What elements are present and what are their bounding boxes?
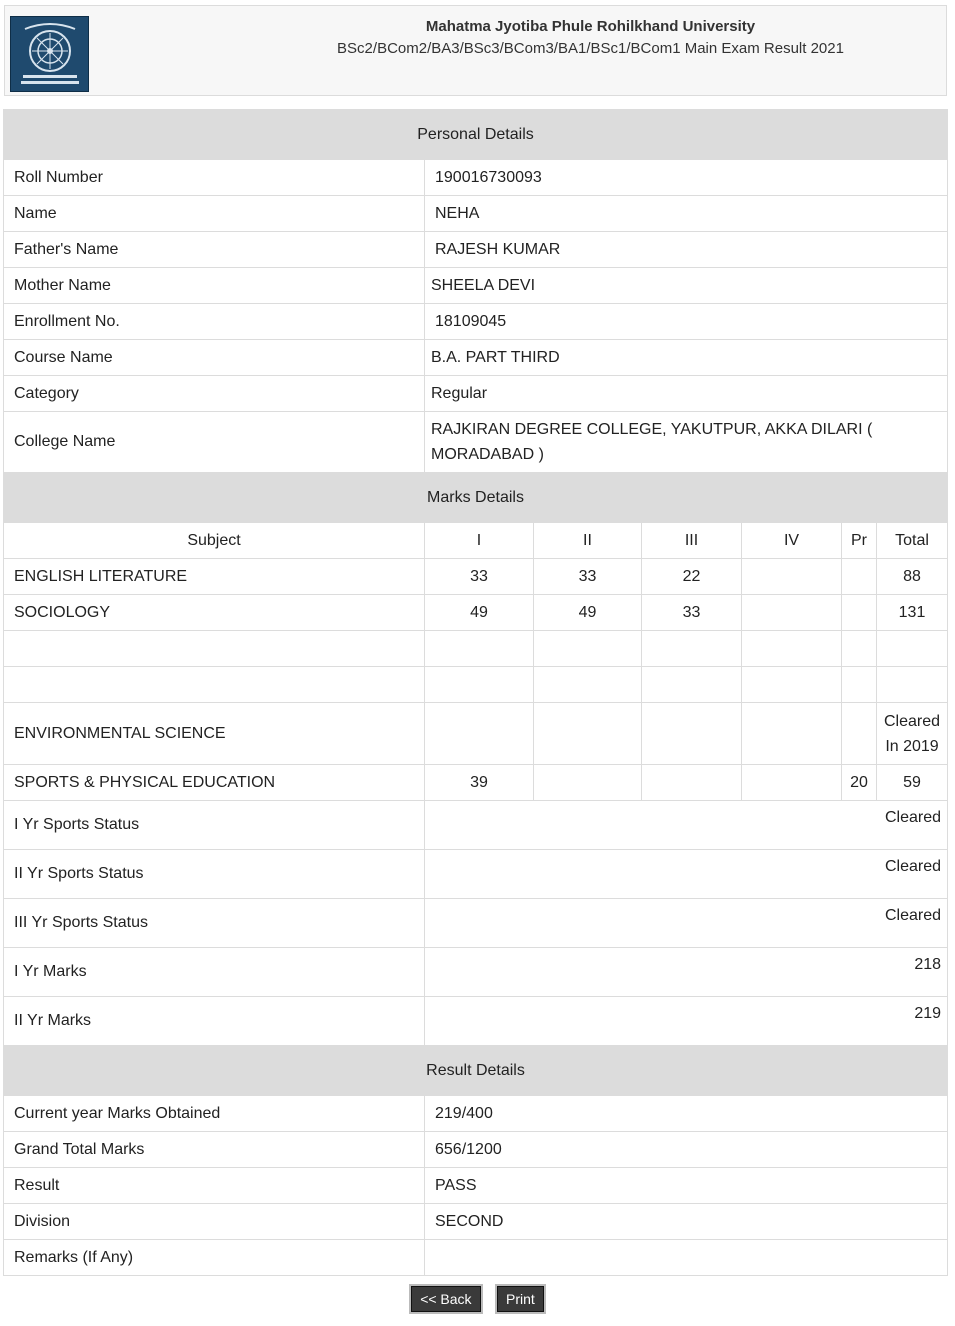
subject-name xyxy=(4,631,425,667)
subject-name xyxy=(4,667,425,703)
remarks-label: Remarks (If Any) xyxy=(4,1240,425,1276)
mark-pr xyxy=(842,631,877,667)
table-row xyxy=(4,948,948,997)
name-value: NEHA xyxy=(425,196,948,232)
mark-i xyxy=(425,631,534,667)
marks-header-row xyxy=(4,523,948,559)
university-name: Mahatma Jyotiba Phule Rohilkhand University xyxy=(425,18,756,35)
result-details-heading: Result Details xyxy=(4,1046,948,1096)
mark-ii: 49 xyxy=(534,595,642,631)
enrollment-value: 18109045 xyxy=(425,304,948,340)
mark-total: 88 xyxy=(877,559,948,595)
table-row xyxy=(4,304,948,340)
mark-i: 39 xyxy=(425,765,534,801)
enrollment-label: Enrollment No. xyxy=(4,304,425,340)
table-row xyxy=(4,160,948,196)
mark-total xyxy=(877,631,948,667)
table-row xyxy=(4,667,948,703)
college-name-label: College Name xyxy=(4,412,425,473)
status-label: III Yr Sports Status xyxy=(4,899,425,948)
mark-iv xyxy=(742,667,842,703)
grand-total-value: 656/1200 xyxy=(425,1132,948,1168)
mark-iii xyxy=(642,765,742,801)
status-label: II Yr Marks xyxy=(4,997,425,1046)
col-subject: Subject xyxy=(4,523,425,559)
mark-iii xyxy=(642,703,742,765)
mark-iv xyxy=(742,559,842,595)
table-row xyxy=(4,997,948,1046)
category-value: Regular xyxy=(425,376,948,412)
table-row xyxy=(4,1096,948,1132)
status-label: II Yr Sports Status xyxy=(4,850,425,899)
division-label: Division xyxy=(4,1204,425,1240)
current-marks-label: Current year Marks Obtained xyxy=(4,1096,425,1132)
table-row xyxy=(4,899,948,948)
mark-i xyxy=(425,703,534,765)
mark-ii: 33 xyxy=(534,559,642,595)
table-row xyxy=(4,376,948,412)
mark-ii xyxy=(534,631,642,667)
remarks-value xyxy=(425,1240,948,1276)
table-row xyxy=(4,631,948,667)
col-paper-4: IV xyxy=(742,523,842,559)
status-label: I Yr Marks xyxy=(4,948,425,997)
current-marks-value: 219/400 xyxy=(425,1096,948,1132)
table-row xyxy=(4,412,948,473)
mark-iii xyxy=(642,631,742,667)
status-value: Cleared xyxy=(425,801,948,850)
page-header xyxy=(4,5,947,96)
mark-i xyxy=(425,667,534,703)
table-row xyxy=(4,340,948,376)
table-row xyxy=(4,703,948,765)
grand-total-label: Grand Total Marks xyxy=(4,1132,425,1168)
division-value: SECOND xyxy=(425,1204,948,1240)
status-value: Cleared xyxy=(425,899,948,948)
personal-details-heading: Personal Details xyxy=(4,110,948,160)
table-row xyxy=(4,1168,948,1204)
mark-total: 59 xyxy=(877,765,948,801)
marks-details-heading: Marks Details xyxy=(4,473,948,523)
mark-ii xyxy=(534,667,642,703)
action-buttons xyxy=(0,1286,955,1312)
col-paper-3: III xyxy=(642,523,742,559)
back-button[interactable]: << Back xyxy=(411,1286,480,1312)
table-row xyxy=(4,232,948,268)
mark-pr xyxy=(842,703,877,765)
table-row xyxy=(4,765,948,801)
mother-name-value: SHEELA DEVI xyxy=(425,268,948,304)
mark-ii xyxy=(534,703,642,765)
mark-iv xyxy=(742,703,842,765)
subject-name: ENVIRONMENTAL SCIENCE xyxy=(4,703,425,765)
mother-name-label: Mother Name xyxy=(4,268,425,304)
col-practical: Pr xyxy=(842,523,877,559)
mark-iv xyxy=(742,595,842,631)
result-table xyxy=(3,109,948,1276)
mark-i: 49 xyxy=(425,595,534,631)
mark-iii: 22 xyxy=(642,559,742,595)
roll-number-label: Roll Number xyxy=(4,160,425,196)
mark-total: 131 xyxy=(877,595,948,631)
subject-name: SPORTS & PHYSICAL EDUCATION xyxy=(4,765,425,801)
col-total: Total xyxy=(877,523,948,559)
table-row xyxy=(4,1204,948,1240)
mark-total: Cleared In 2019 xyxy=(877,703,948,765)
mark-total xyxy=(877,667,948,703)
result-value: PASS xyxy=(425,1168,948,1204)
table-row xyxy=(4,559,948,595)
mark-i: 33 xyxy=(425,559,534,595)
col-paper-2: II xyxy=(534,523,642,559)
table-row xyxy=(4,801,948,850)
table-row xyxy=(4,1240,948,1276)
table-row xyxy=(4,268,948,304)
table-row xyxy=(4,196,948,232)
print-button[interactable]: Print xyxy=(497,1286,544,1312)
table-row xyxy=(4,595,948,631)
subject-name: ENGLISH LITERATURE xyxy=(4,559,425,595)
mark-pr xyxy=(842,667,877,703)
category-label: Category xyxy=(4,376,425,412)
table-row xyxy=(4,850,948,899)
exam-title: BSc2/BCom2/BA3/BSc3/BCom3/BA1/BSc1/BCom1 Main Exam Result 2021 xyxy=(337,40,844,57)
status-label: I Yr Sports Status xyxy=(4,801,425,850)
subject-name: SOCIOLOGY xyxy=(4,595,425,631)
fathers-name-value: RAJESH KUMAR xyxy=(425,232,948,268)
mark-pr: 20 xyxy=(842,765,877,801)
result-label: Result xyxy=(4,1168,425,1204)
college-name-value: RAJKIRAN DEGREE COLLEGE, YAKUTPUR, AKKA DILARI ( MORADABAD ) xyxy=(425,412,948,473)
mark-ii xyxy=(534,765,642,801)
course-name-label: Course Name xyxy=(4,340,425,376)
status-value: 219 xyxy=(425,997,948,1046)
mark-iii: 33 xyxy=(642,595,742,631)
course-name-value: B.A. PART THIRD xyxy=(425,340,948,376)
name-label: Name xyxy=(4,196,425,232)
mark-pr xyxy=(842,595,877,631)
mark-iii xyxy=(642,667,742,703)
status-value: Cleared xyxy=(425,850,948,899)
table-row xyxy=(4,1132,948,1168)
status-value: 218 xyxy=(425,948,948,997)
roll-number-value: 190016730093 xyxy=(425,160,948,196)
mark-iv xyxy=(742,631,842,667)
fathers-name-label: Father's Name xyxy=(4,232,425,268)
mark-pr xyxy=(842,559,877,595)
col-paper-1: I xyxy=(425,523,534,559)
mark-iv xyxy=(742,765,842,801)
